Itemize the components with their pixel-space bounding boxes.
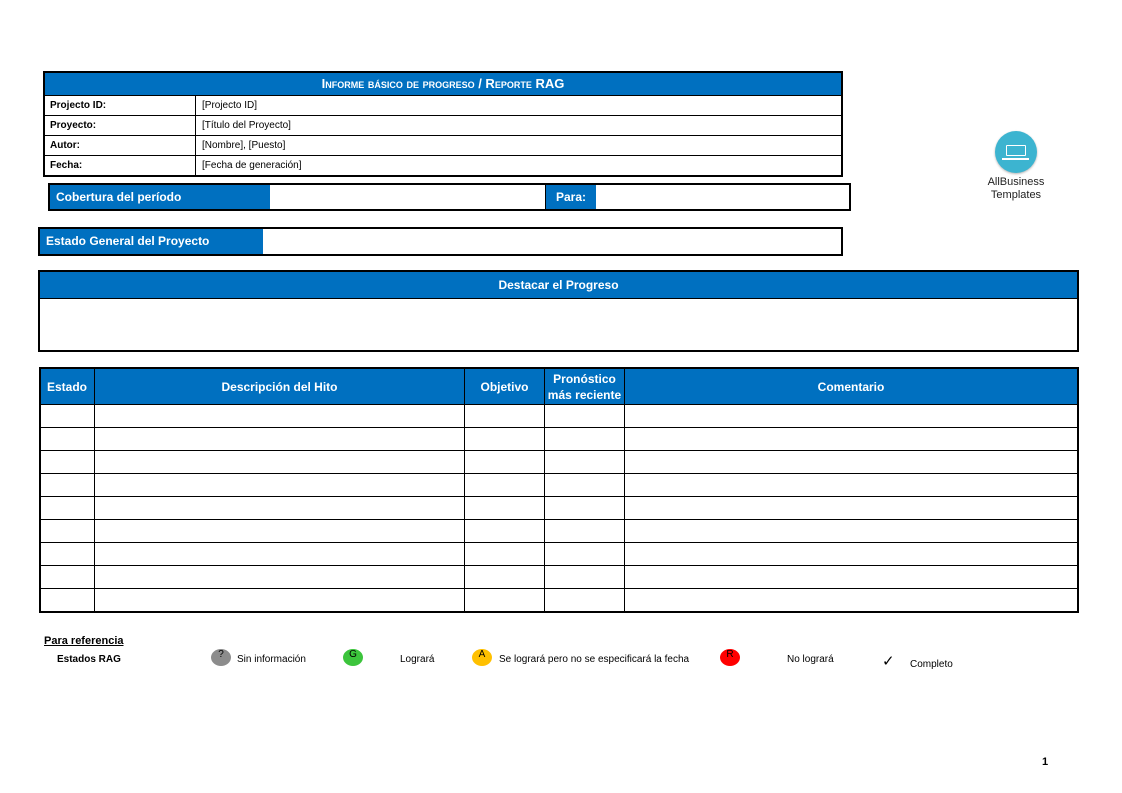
column-header-estado: Estado	[41, 369, 95, 404]
table-cell[interactable]	[465, 566, 545, 588]
info-label: Autor:	[45, 136, 196, 155]
column-header-objetivo: Objetivo	[465, 369, 545, 404]
table-cell[interactable]	[625, 566, 1077, 588]
info-row-project-id	[45, 96, 841, 116]
laptop-icon	[995, 131, 1037, 173]
info-label: Fecha:	[45, 156, 196, 175]
table-cell[interactable]	[41, 451, 95, 473]
legend-label: Se logrará pero no se especificará la fecha	[499, 654, 690, 665]
table-cell[interactable]	[41, 520, 95, 542]
table-cell[interactable]	[465, 474, 545, 496]
table-cell[interactable]	[545, 474, 625, 496]
period-coverage-bar	[48, 183, 851, 211]
table-cell[interactable]	[625, 543, 1077, 565]
period-field[interactable]	[270, 185, 546, 209]
table-row	[41, 497, 1077, 520]
project-status-bar	[38, 227, 843, 256]
table-cell[interactable]	[465, 405, 545, 427]
legend-label: Sin información	[237, 654, 306, 665]
status-unknown-icon: ?	[211, 649, 231, 666]
status-red-icon: R	[720, 649, 740, 666]
table-cell[interactable]	[625, 474, 1077, 496]
table-cell[interactable]	[625, 589, 1077, 611]
table-body	[41, 405, 1077, 611]
table-cell[interactable]	[41, 497, 95, 519]
table-cell[interactable]	[545, 497, 625, 519]
info-row-date	[45, 156, 841, 175]
logo-text: AllBusiness	[987, 176, 1045, 188]
table-cell[interactable]	[41, 474, 95, 496]
table-cell[interactable]	[545, 589, 625, 611]
date-field[interactable]: [Fecha de generación]	[202, 160, 302, 171]
table-cell[interactable]	[545, 566, 625, 588]
status-green-icon: G	[343, 649, 363, 666]
table-row	[41, 428, 1077, 451]
table-cell[interactable]	[465, 451, 545, 473]
table-row	[41, 543, 1077, 566]
checkmark-icon: ✓	[882, 653, 895, 670]
table-cell[interactable]	[465, 428, 545, 450]
table-cell[interactable]	[625, 497, 1077, 519]
table-cell[interactable]	[545, 451, 625, 473]
table-row	[41, 566, 1077, 589]
table-cell[interactable]	[95, 405, 465, 427]
status-amber-icon: A	[472, 649, 492, 666]
column-header-comentario: Comentario	[817, 379, 885, 394]
project-title-field[interactable]: [Título del Proyecto]	[202, 120, 291, 131]
table-cell[interactable]	[41, 428, 95, 450]
page-number: 1	[1042, 756, 1049, 768]
para-field[interactable]	[596, 185, 849, 209]
table-cell[interactable]	[41, 543, 95, 565]
legend-title: Para referencia	[44, 635, 124, 647]
legend-label: Completo	[910, 659, 953, 670]
table-row	[41, 405, 1077, 428]
table-row	[41, 589, 1077, 611]
highlight-section	[38, 270, 1079, 352]
table-cell[interactable]	[625, 520, 1077, 542]
table-row	[41, 520, 1077, 543]
table-cell[interactable]	[41, 589, 95, 611]
table-cell[interactable]	[545, 428, 625, 450]
table-cell[interactable]	[95, 589, 465, 611]
table-cell[interactable]	[625, 405, 1077, 427]
table-cell[interactable]	[41, 566, 95, 588]
legend-subtitle: Estados RAG	[57, 654, 121, 665]
table-cell[interactable]	[545, 405, 625, 427]
table-cell[interactable]	[41, 405, 95, 427]
table-cell[interactable]	[95, 474, 465, 496]
legend-label: No logrará	[787, 654, 834, 665]
report-title: Informe básico de progreso / Reporte RAG	[45, 73, 841, 96]
table-cell[interactable]	[545, 543, 625, 565]
info-label: Projecto ID:	[45, 96, 196, 115]
table-cell[interactable]	[95, 566, 465, 588]
table-row	[41, 474, 1077, 497]
table-cell[interactable]	[465, 543, 545, 565]
column-header-pronostico: Pronóstico más reciente	[545, 369, 625, 404]
project-id-field[interactable]: [Projecto ID]	[202, 100, 258, 111]
legend-label: Logrará	[400, 654, 435, 665]
table-cell[interactable]	[545, 520, 625, 542]
table-cell[interactable]	[95, 520, 465, 542]
period-label: Cobertura del período	[50, 185, 270, 209]
table-cell[interactable]	[95, 543, 465, 565]
status-field[interactable]	[263, 229, 841, 254]
column-header-descripcion: Descripción del Hito	[95, 369, 465, 404]
table-cell[interactable]	[95, 428, 465, 450]
highlight-title: Destacar el Progreso	[40, 272, 1077, 299]
table-cell[interactable]	[95, 497, 465, 519]
table-cell[interactable]	[465, 497, 545, 519]
milestones-table	[39, 367, 1079, 613]
info-row-author	[45, 136, 841, 156]
para-label: Para:	[546, 185, 596, 209]
status-label: Estado General del Proyecto	[40, 229, 263, 254]
logo-text: Templates	[990, 189, 1042, 201]
table-cell[interactable]	[465, 589, 545, 611]
author-field[interactable]: [Nombre], [Puesto]	[202, 140, 286, 151]
table-cell[interactable]	[625, 451, 1077, 473]
allbusiness-logo	[974, 131, 1058, 211]
info-label: Proyecto:	[45, 116, 196, 135]
highlight-body[interactable]	[40, 299, 1077, 351]
table-row	[41, 451, 1077, 474]
table-cell[interactable]	[465, 520, 545, 542]
project-info-table	[43, 71, 843, 177]
info-row-project	[45, 116, 841, 136]
table-cell[interactable]	[95, 451, 465, 473]
table-cell[interactable]	[625, 428, 1077, 450]
table-header	[41, 369, 1077, 405]
